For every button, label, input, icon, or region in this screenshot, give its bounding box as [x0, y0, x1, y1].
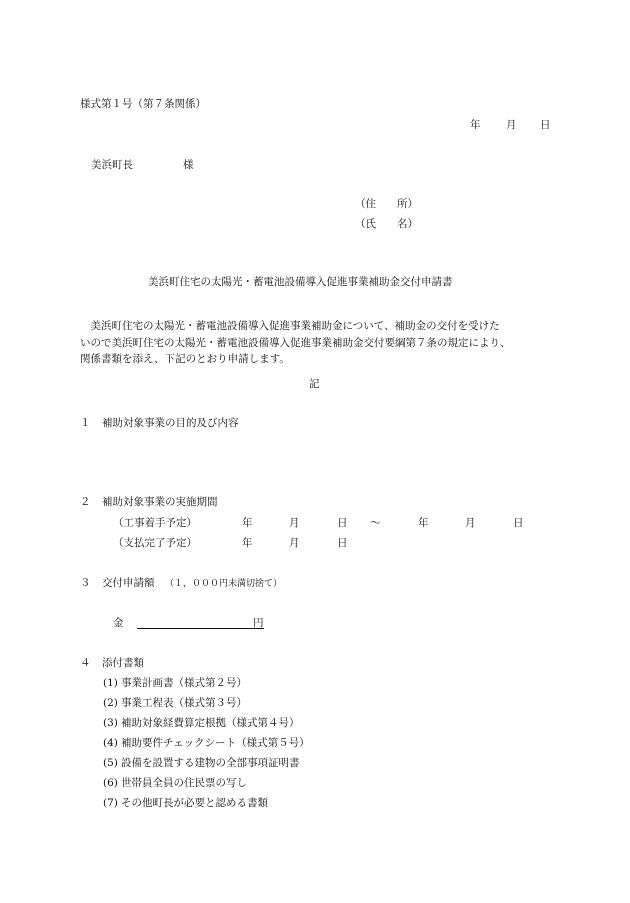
attachment-marker: (7): [103, 797, 118, 809]
start-label: （工事着手予定）: [113, 517, 197, 529]
body-line: 美浜町住宅の太陽光・蓄電池設備導入促進事業補助金について、補助金の交付を受けた: [80, 320, 500, 332]
addressee-honorific: 様: [183, 159, 194, 171]
attachment-marker: (1): [103, 677, 118, 689]
addressee-name: 美浜町長: [91, 159, 133, 171]
attachment-marker: (4): [103, 737, 118, 749]
attachment-text: 設備を設置する建物の全部事項証明書: [121, 757, 300, 769]
end-label: （支払完了予定）: [113, 537, 197, 549]
document-title: 美浜町住宅の太陽光・蓄電池設備導入促進事業補助金交付申請書: [148, 276, 453, 288]
body-paragraph: [80, 318, 555, 368]
attachment-marker: (3): [103, 717, 118, 729]
section2-number: ２: [80, 496, 91, 508]
applicant-name-label: （氏 名）: [355, 218, 418, 230]
start-day: 日: [337, 517, 348, 529]
attachment-marker: (6): [103, 777, 118, 789]
attachment-text: 補助対象経費算定根拠（様式第４号）: [121, 717, 300, 729]
ki-marker: 記: [309, 378, 320, 390]
body-line: いので美浜町住宅の太陽光・蓄電池設備導入促進事業補助金交付要綱第７条の規定により、: [80, 336, 511, 349]
body-line: 関係書類を添え、下記のとおり申請します。: [80, 353, 290, 365]
attachment-text: 事業工程表（様式第３号）: [121, 697, 247, 709]
section3-note: （１，０００円未満切捨て）: [165, 579, 283, 589]
end-month-1: 月: [465, 517, 476, 529]
payment-month: 月: [289, 537, 300, 549]
amount-yen: 円: [253, 617, 264, 629]
section2-heading: 補助対象事業の実施期間: [102, 496, 218, 508]
date-month: 月: [506, 119, 517, 131]
section3-number: ３: [80, 577, 91, 589]
section4-number: ４: [80, 657, 91, 669]
section4-heading: 添付書類: [102, 657, 144, 669]
attachment-text: その他町長が必要と認める書類: [121, 797, 268, 809]
end-year-1: 年: [418, 517, 429, 529]
section3-heading: 交付申請額: [102, 577, 155, 589]
payment-year: 年: [242, 537, 253, 549]
attachment-text: 補助要件チェックシート（様式第５号）: [121, 737, 310, 749]
end-day-1: 日: [513, 517, 524, 529]
start-year: 年: [242, 517, 253, 529]
date-day: 日: [540, 119, 551, 131]
section1-heading: 補助対象事業の目的及び内容: [102, 417, 239, 429]
start-month: 月: [289, 517, 300, 529]
section1-number: １: [80, 417, 91, 429]
applicant-address-label: （住 所）: [355, 198, 418, 210]
attachment-marker: (5): [103, 757, 118, 769]
form-number: 様式第１号（第７条関係）: [80, 98, 206, 110]
attachment-marker: (2): [103, 697, 118, 709]
attachment-text: 世帯員全員の住民票の写し: [121, 777, 247, 789]
period-tilde: ～: [370, 517, 381, 529]
amount-field-underline: [137, 628, 264, 629]
attachment-text: 事業計画書（様式第２号）: [121, 677, 247, 689]
payment-day: 日: [337, 537, 348, 549]
date-year: 年: [470, 119, 481, 131]
amount-kin: 金: [113, 617, 124, 629]
